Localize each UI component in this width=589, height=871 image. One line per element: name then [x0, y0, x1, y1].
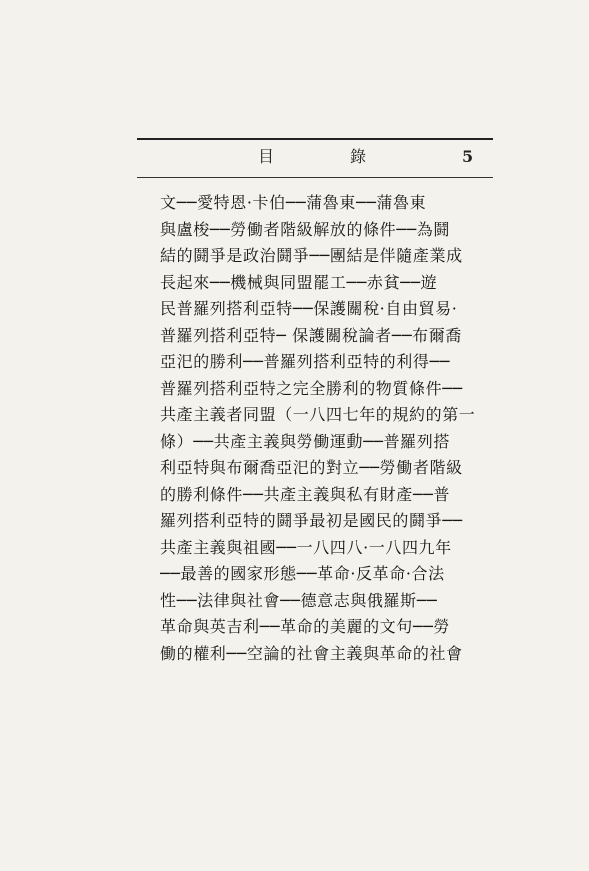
text-line: 亞汜的勝利──普羅列搭利亞特的利得──	[160, 352, 450, 371]
table-of-contents-text	[160, 190, 490, 667]
text-line: 利亞特與布爾喬亞汜的對立──勞働者階級	[160, 458, 463, 477]
text-line: 革命與英吉利──革命的美麗的文句──勞	[160, 617, 450, 636]
page-number: 5	[462, 147, 474, 166]
text-line: 羅列搭利亞特的鬪爭最初是國民的鬪爭──	[160, 511, 463, 530]
text-line: 働的權利──空論的社會主義與革命的社會	[160, 643, 463, 663]
header-title-mu: 目	[258, 147, 275, 166]
text-line: 的勝利條件──共產主義與私有財產──普	[160, 484, 450, 504]
header-rule-top	[137, 138, 493, 140]
text-line: 與盧梭──勞働者階級解放的條件──為鬪	[160, 219, 450, 239]
text-line: ──最善的國家形態──革命·反革命·合法	[160, 564, 445, 583]
text-line: 條）──共產主義與勞働運動──普羅列搭	[160, 431, 450, 451]
text-line: 共產主義者同盟（一八四七年的規約的第一	[160, 405, 476, 424]
header-title-lu: 錄	[350, 147, 367, 166]
text-line: 結的鬪爭是政治鬪爭──團結是伴隨產業成	[160, 246, 463, 265]
text-line: 普羅列搭利亞特之完全勝利的物質條件──	[160, 378, 463, 398]
text-line: 民普羅列搭利亞特──保護關稅·自由貿易·	[160, 299, 458, 318]
text-line: 普羅列搭利亞特─ 保護關稅論者──布爾喬	[160, 325, 462, 345]
text-line: 文──愛特恩·卡伯──蒲魯東──蒲魯東	[160, 193, 427, 212]
text-line: 共產主義與祖國──一八四八·一八四九年	[160, 537, 452, 557]
text-line: 長起來──機械與同盟罷工──赤貧──遊	[160, 272, 438, 292]
text-line: 性──法律與社會──德意志與俄羅斯──	[160, 590, 438, 610]
header-rule-bottom	[137, 177, 493, 178]
